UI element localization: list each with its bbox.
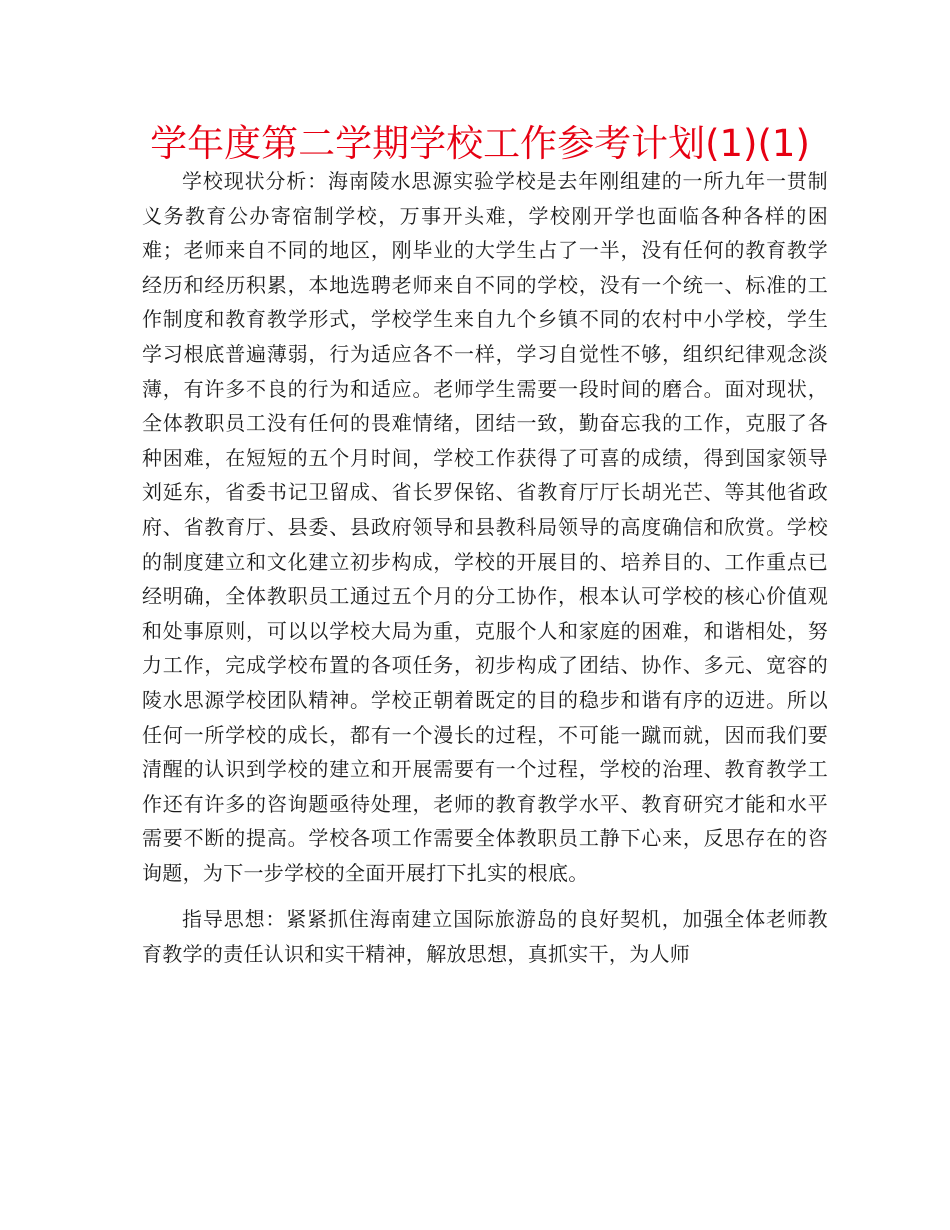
paragraph-situation-analysis: 学校现状分析：海南陵水思源实验学校是去年刚组建的一所九年一贯制义务教育公办寄宿制学校，万事开头难，学校刚开学也面临各种各样的困难；老师来自不同的地区，刚毕业的大学生占了一半，没有任何的教育教学经历和经历积累，本地选聘老师来自不同的学校，没有一个统一、标准的工作制度和教育教学形式，学校学生来自九个乡镇不同的农村中小学校，学生学习根底普遍薄弱，行为适应各不一样，学习自觉性不够，组织纪律观念淡薄，有许多不良的行为和适应。老师学生需要一段时间的磨合。面对现状，全体教职员工没有任何的畏难情绪，团结一致，勤奋忘我的工作，克服了各种困难，在短短的五个月时间，学校工作获得了可喜的成绩，得到国家领导刘延东，省委书记卫留成、省长罗保铭、省教育厅厅长胡光芒、等其他省政府、省教育厅、县委、县政府领导和县教科局领导的高度确信和欣赏。学校的制度建立和文化建立初步构成，学校的开展目的、培养目的、工作重点已经明确，全体教职员工通过五个月的分工协作，根本认可学校的核心价值观和处事原则，可以以学校大局为重，克服个人和家庭的困难，和谐相处，努力工作，完成学校布置的各项任务，初步构成了团结、协作、多元、宽容的陵水思源学校团队精神。学校正朝着既定的目的稳步和谐有序的迈进。所以任何一所学校的成长，都有一个漫长的过程，不可能一蹴而就，因而我们要清醒的认识到学校的建立和开展需要有一个过程，学校的治理、教育教学工作还有许多的咨询题亟待处理，老师的教育教学水平、教育研究才能和水平需要不断的提高。学校各项工作需要全体教职员工静下心来，反思存在的咨询题，为下一步学校的全面开展打下扎实的根底。 [142,169,828,885]
document-body [142,164,828,972]
document-title: 学年度第二学期学校工作参考计划(1)(1) [150,122,810,165]
paragraph-guiding-ideology: 指导思想：紧紧抓住海南建立国际旅游岛的良好契机，加强全体老师教育教学的责任认识和实干精神，解放思想，真抓实干，为人师 [142,907,828,967]
